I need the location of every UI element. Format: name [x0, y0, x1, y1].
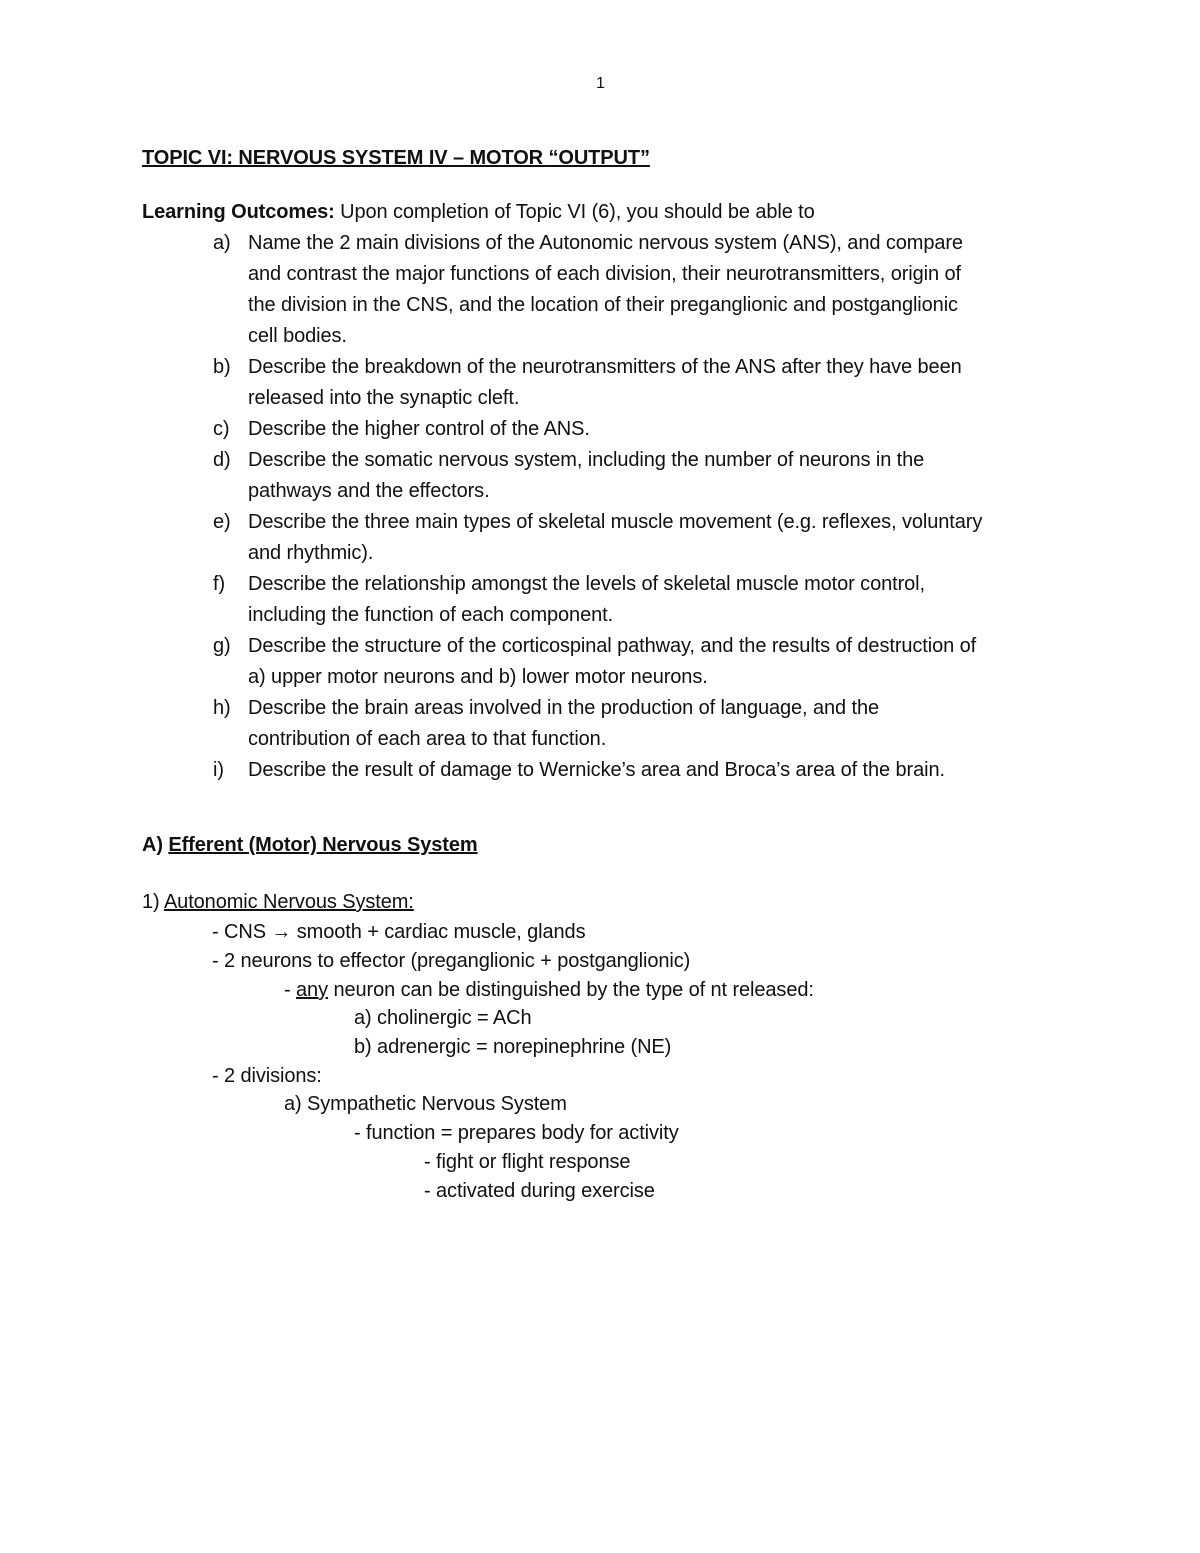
outline-line: a) cholinergic = ACh [354, 1007, 532, 1029]
outcome-marker: h) [213, 697, 231, 719]
section-a-title: Efferent (Motor) Nervous System [168, 834, 478, 856]
outcome-marker: a) [213, 232, 231, 254]
learning-outcomes-text: Upon completion of Topic VI (6), you should be able to [334, 201, 815, 223]
section-a-heading [142, 833, 478, 857]
outline-dash: - [284, 979, 297, 1001]
outcome-line: and rhythmic). [248, 542, 374, 564]
outline-line: - CNS → smooth + cardiac muscle, glands [212, 921, 586, 943]
outcome-line: and contrast the major functions of each division, their neurotransmitters, origin of [248, 263, 961, 285]
outline-line [284, 978, 814, 1002]
outcome-marker: f) [213, 573, 226, 595]
outcome-line: Describe the higher control of the ANS. [248, 418, 590, 440]
section-1-title: Autonomic Nervous System: [163, 891, 414, 913]
outcome-line: cell bodies. [248, 325, 347, 347]
outcome-line: Describe the somatic nervous system, including the number of neurons in the [248, 449, 925, 471]
outcome-line: Describe the result of damage to Wernicke’s area and Broca’s area of the brain. [248, 759, 945, 781]
learning-outcomes-intro [142, 200, 815, 224]
outcome-line: Describe the three main types of skeletal muscle movement (e.g. reflexes, voluntary [248, 511, 983, 533]
outcome-line: released into the synaptic cleft. [248, 387, 520, 409]
outcome-line: Describe the breakdown of the neurotransmitters of the ANS after they have been [248, 356, 962, 378]
outcome-line: Name the 2 main divisions of the Autonomic nervous system (ANS), and compare [248, 232, 963, 254]
outline-line: b) adrenergic = norepinephrine (NE) [354, 1036, 672, 1058]
section-1-prefix: 1) [142, 891, 164, 913]
page-number: 1 [596, 75, 605, 92]
outline-line: - function = prepares body for activity [354, 1122, 679, 1144]
outcome-marker: i) [213, 759, 224, 781]
outcome-line: the division in the CNS, and the location of their preganglionic and postganglionic [248, 294, 958, 316]
outline-line: - fight or flight response [424, 1151, 631, 1173]
outline-text: neuron can be distinguished by the type of nt released: [327, 979, 814, 1001]
learning-outcomes-label: Learning Outcomes: [142, 201, 335, 223]
emphasis-any: any [296, 979, 328, 1001]
outcome-marker: c) [213, 418, 230, 440]
outline-line: - 2 neurons to effector (preganglionic + postganglionic) [212, 950, 691, 972]
outline-line: a) Sympathetic Nervous System [284, 1093, 567, 1115]
outline-line: - 2 divisions: [212, 1065, 322, 1087]
outcome-marker: b) [213, 356, 231, 378]
outcome-marker: d) [213, 449, 231, 471]
outcome-line: Describe the brain areas involved in the production of language, and the [248, 697, 880, 719]
outcome-marker: e) [213, 511, 231, 533]
outcome-line: including the function of each component. [248, 604, 614, 626]
section-1-heading [142, 890, 414, 914]
outline-line: - activated during exercise [424, 1180, 655, 1202]
outcome-line: Describe the relationship amongst the levels of skeletal muscle motor control, [248, 573, 925, 595]
outcome-marker: g) [213, 635, 231, 657]
outcome-line: Describe the structure of the corticospinal pathway, and the results of destruction of [248, 635, 977, 657]
section-a-prefix: A) [142, 834, 169, 856]
outcome-line: pathways and the effectors. [248, 480, 490, 502]
outcome-line: contribution of each area to that function. [248, 728, 607, 750]
page-title: TOPIC VI: NERVOUS SYSTEM IV – MOTOR “OUTPUT” [142, 147, 650, 169]
outcome-line: a) upper motor neurons and b) lower motor neurons. [248, 666, 708, 688]
